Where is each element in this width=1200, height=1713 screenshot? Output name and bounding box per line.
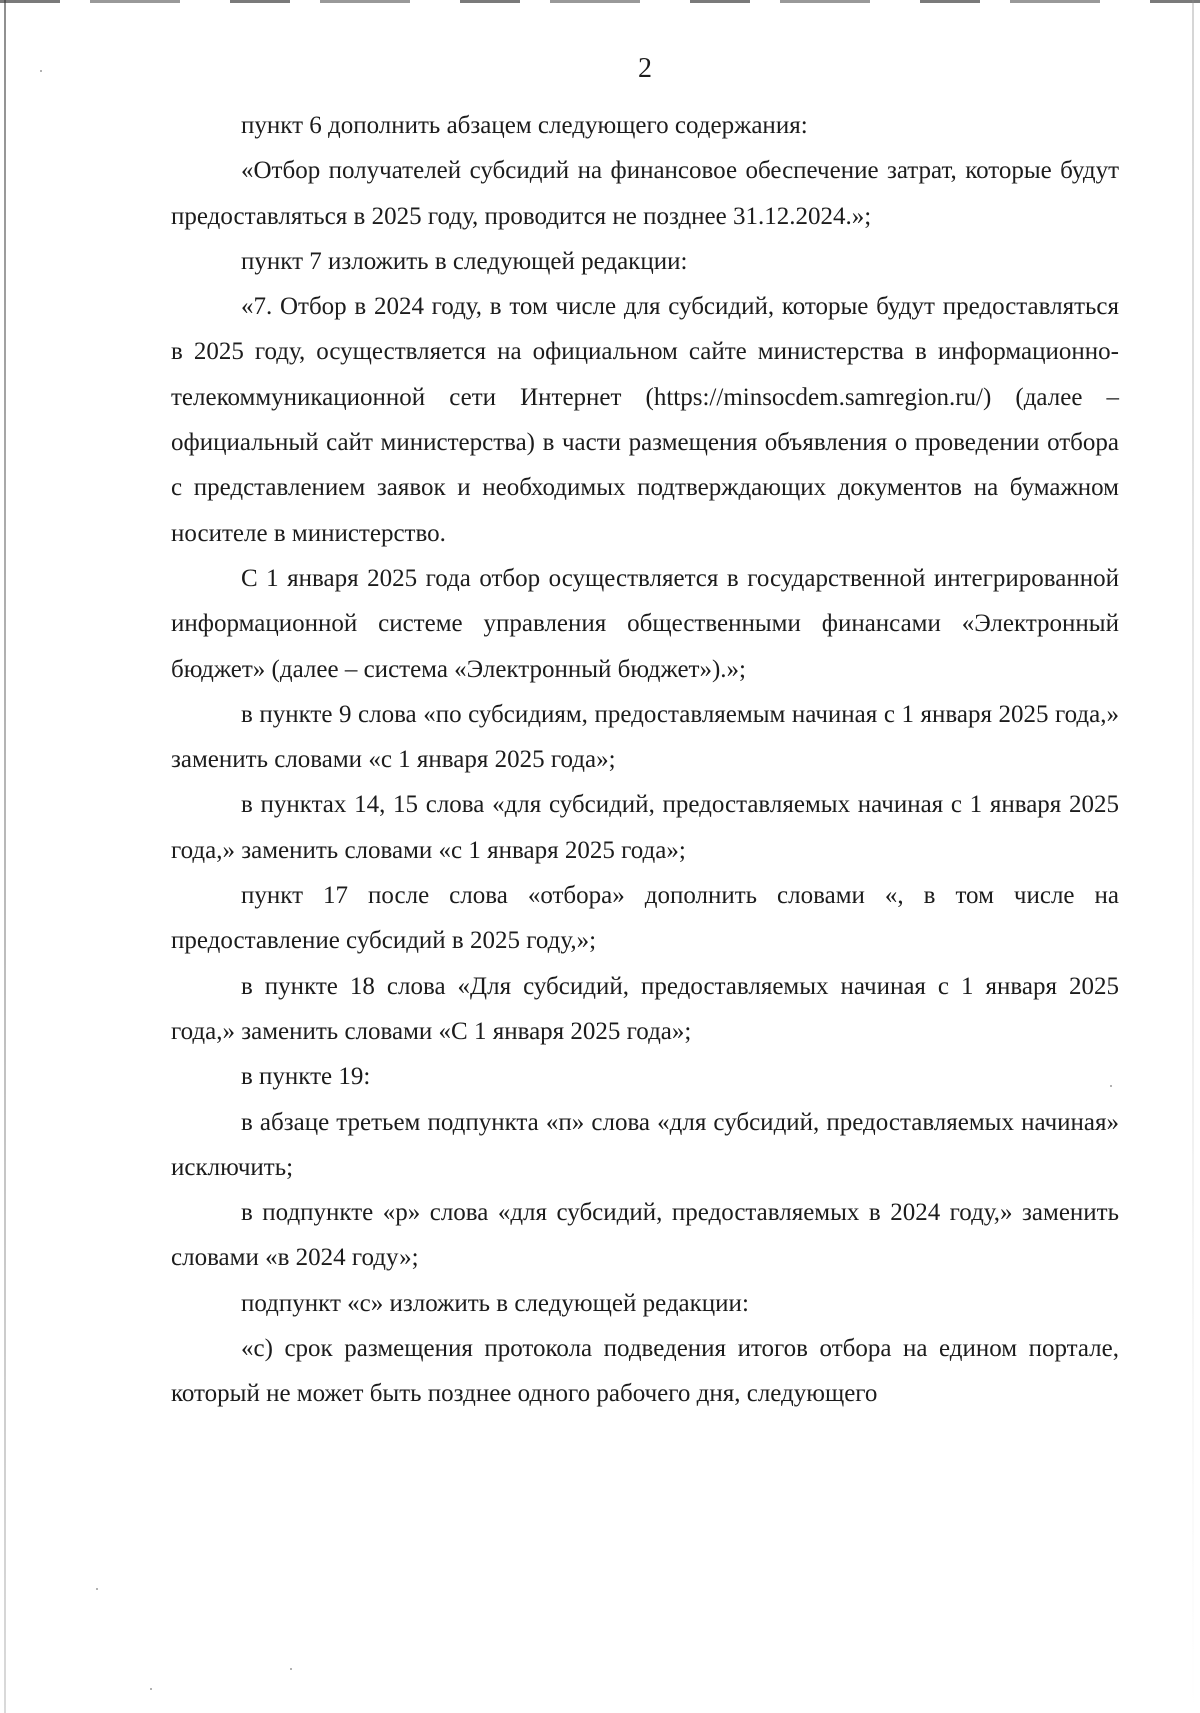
paragraph: в пункте 19: xyxy=(241,1063,371,1091)
paragraph: «Отбор получателей субсидий на финансовое обеспечение затрат, которые будут предоставляться в 2025 году, проводится не позднее 31.12.2024.»; xyxy=(171,157,1119,230)
paragraph: в пункте 18 слова «Для субсидий, предоставляемых начиная с 1 января 2025 года,» заменить словами «С 1 января 2025 года»; xyxy=(171,972,1119,1045)
scan-speck xyxy=(96,1588,98,1590)
paragraph: пункт 17 после слова «отбора» дополнить словами «, в том числе на предоставление субсидий в 2025 году,»; xyxy=(171,882,1119,955)
paragraph: подпункт «с» изложить в следующей редакции: xyxy=(241,1289,749,1317)
paragraph: в абзаце третьем подпункта «п» слова «для субсидий, предоставляемых начиная» исключить; xyxy=(171,1108,1119,1181)
paragraph: в пункте 9 слова «по субсидиям, предоставляемым начиная с 1 января 2025 года,» заменить словами «с 1 января 2025 года»; xyxy=(171,700,1119,774)
paragraph: пункт 7 изложить в следующей редакции: xyxy=(241,247,688,275)
scan-edge-right xyxy=(1192,0,1194,1713)
paragraph: «с) срок размещения протокола подведения итогов отбора на едином портале, который не может быть позднее одного рабочего дня, следующего xyxy=(171,1335,1119,1408)
paragraph: в пунктах 14, 15 слова «для субсидий, предоставляемых начиная с 1 января 2025 года,» заменить словами «с 1 января 2025 года»; xyxy=(171,791,1119,864)
paragraph: пункт 6 дополнить абзацем следующего содержания: xyxy=(241,112,808,139)
paragraph: С 1 января 2025 года отбор осуществляется в государственной интегрированной информационной системе управления общественными финансами «Электронный бюджет» (далее – система «Электронный бюджет»).»; xyxy=(171,564,1119,683)
scan-speck xyxy=(150,1688,152,1690)
document-body xyxy=(171,103,1119,1417)
paragraph: «7. Отбор в 2024 году, в том числе для субсидий, которые будут предоставляться в 2025 году, осуществляется на официальном сайте министерства в информационно-телекоммуникационной сети Интернет (https://minsocdem.samregion.ru/) (далее – официальный сайт министерства) в части размещения объявления о проведении отбора с представлением заявок и необходимых подтверждающих документов на бумажном носителе в министерство. xyxy=(171,293,1119,547)
scan-edge-top xyxy=(0,0,1200,3)
scan-edge-left xyxy=(4,0,6,1713)
page-number: 2 xyxy=(638,53,652,84)
paragraph: в подпункте «р» слова «для субсидий, предоставляемых в 2024 году,» заменить словами «в 2024 году»; xyxy=(171,1199,1119,1272)
scan-speck xyxy=(290,1668,292,1670)
